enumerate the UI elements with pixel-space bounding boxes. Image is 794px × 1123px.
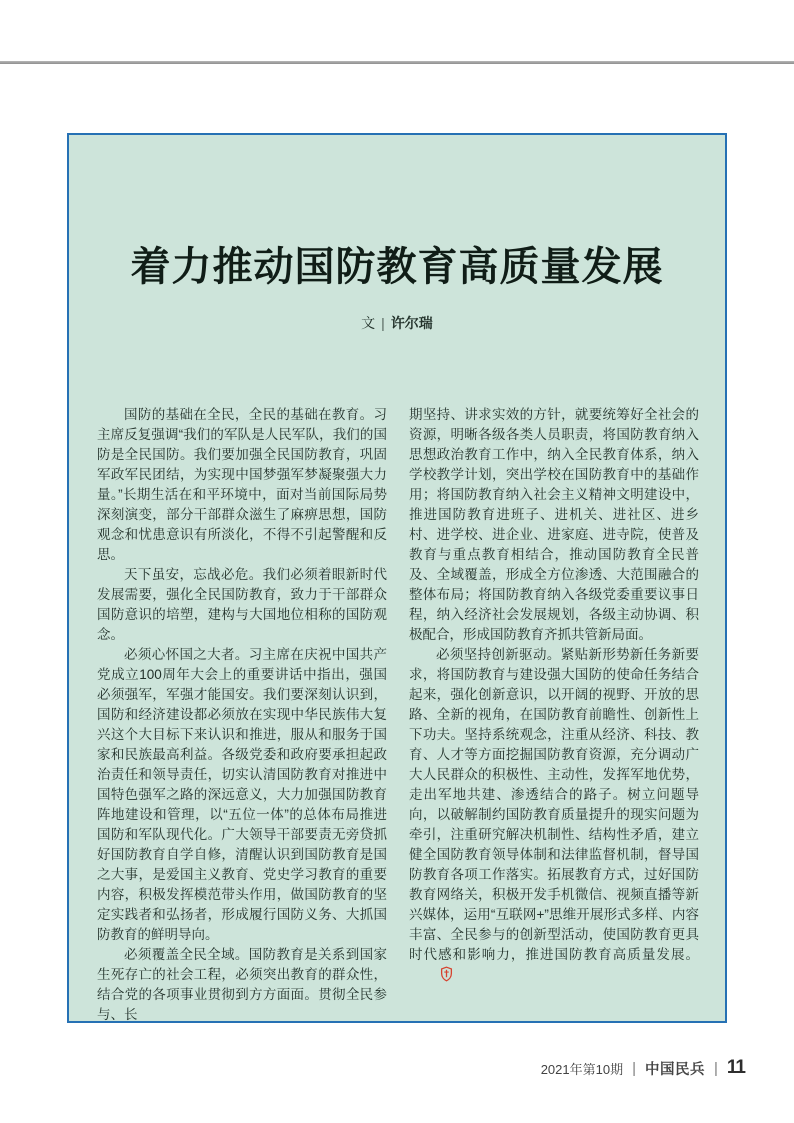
byline-separator: | [381, 315, 385, 331]
article-columns [69, 405, 725, 1025]
paragraph-last [409, 645, 699, 988]
footer-separator: | [632, 1059, 636, 1077]
header-rule [0, 61, 794, 64]
column-right [409, 405, 699, 1025]
red-shield-end-mark-icon [413, 966, 453, 988]
paragraph: 天下虽安，忘战必危。我们必须着眼新时代发展需要，强化全民国防教育，致力于干部群众国防意识的培塑，建构与大国地位相称的国防观念。 [97, 567, 387, 642]
page-footer [541, 1057, 745, 1079]
article-panel [67, 133, 727, 1023]
footer-issue: 2021年第10期 [540, 1061, 624, 1077]
paragraph: 必须覆盖全民全域。国防教育是关系到国家生死存亡的社会工程，必须突出教育的群众性，结合党的各项事业贯彻到方方面面。贯彻全民参与、长 [97, 947, 387, 1022]
byline [69, 313, 725, 333]
column-left [97, 405, 387, 1025]
footer-page-number: 11 [726, 1057, 745, 1078]
footer-separator: | [714, 1059, 718, 1077]
paragraph: 国防的基础在全民，全民的基础在教育。习主席反复强调“我们的军队是人民军队，我们的国防是全民国防。我们要加强全民国防教育，巩固军政军民团结，为实现中国梦强军梦凝聚强大力量。”长期生活在和平环境中，面对当前国际局势深刻演变，部分干部群众滋生了麻痹思想，国防观念和忧患意识有所淡化，不得不引起警醒和反思。 [97, 407, 387, 562]
footer-magazine-name: 中国民兵 [645, 1061, 705, 1078]
byline-author: 许尔瑞 [390, 315, 433, 331]
byline-prefix: 文 [361, 315, 376, 331]
paragraph-text: 必须坚持创新驱动。紧贴新形势新任务新要求，将国防教育与建设强大国防的使命任务结合起来，强化创新意识，以开阔的视野、开放的思路、全新的视角，在国防教育前瞻性、创新性上下功夫。坚持系统观念，注重从经济、科技、教育、人才等方面挖掘国防教育资源，充分调动广大人民群众的积极性、主动性，发挥军地优势，走出军地共建、渗透结合的路子。树立问题导向，以破解制约国防教育质量提升的现实问题为牵引，注重研究解决机制性、结构性矛盾，建立健全国防教育领导体制和法律监督机制，督导国防教育各项工作落实。拓展教育方式，过好国防教育网络关，积极开发手机微信、视频直播等新兴媒体，运用“互联网+”思维开展形式多样、内容丰富、全民参与的创新型活动，使国防教育更具时代感和影响力，推进国防教育高质量发展。 [409, 647, 699, 962]
paragraph-continuation: 期坚持、讲求实效的方针，就要统筹好全社会的资源，明晰各级各类人员职责，将国防教育纳入思想政治教育工作中，纳入全民教育体系，纳入学校教学计划，突出学校在国防教育中的基础作用；将国防教育纳入社会主义精神文明建设中，推进国防教育进班子、进机关、进社区、进乡村、进学校、进企业、进家庭、进寺院，使普及教育与重点教育相结合，推动国防教育全民普及、全域覆盖，形成全方位渗透、大范围融合的整体布局；将国防教育纳入各级党委重要议事日程，纳入经济社会发展规划，各级主动协调、积极配合，形成国防教育齐抓共管新局面。 [409, 407, 699, 642]
article-title: 着力推动国防教育高质量发展 [130, 244, 664, 289]
paragraph: 必须心怀国之大者。习主席在庆祝中国共产党成立100周年大会上的重要讲话中指出，强国必须强军，军强才能国安。我们要深刻认识到，国防和经济建设都必须放在实现中华民族伟大复兴这个大目标下来认识和推进，服从和服务于国家和民族最高利益。各级党委和政府要承担起政治责任和领导责任，切实认清国防教育对推进中国特色强军之路的深远意义，大力加强国防教育阵地建设和管理，以“五位一体”的总体布局推进国防和军队现代化。广大领导干部要责无旁贷抓好国防教育自学自修，清醒认识到国防教育是国之大事，是爱国主义教育、党史学习教育的重要内容，积极发挥模范带头作用，做国防教育的坚定实践者和弘扬者，形成履行国防义务、大抓国防教育的鲜明导向。 [97, 647, 387, 942]
